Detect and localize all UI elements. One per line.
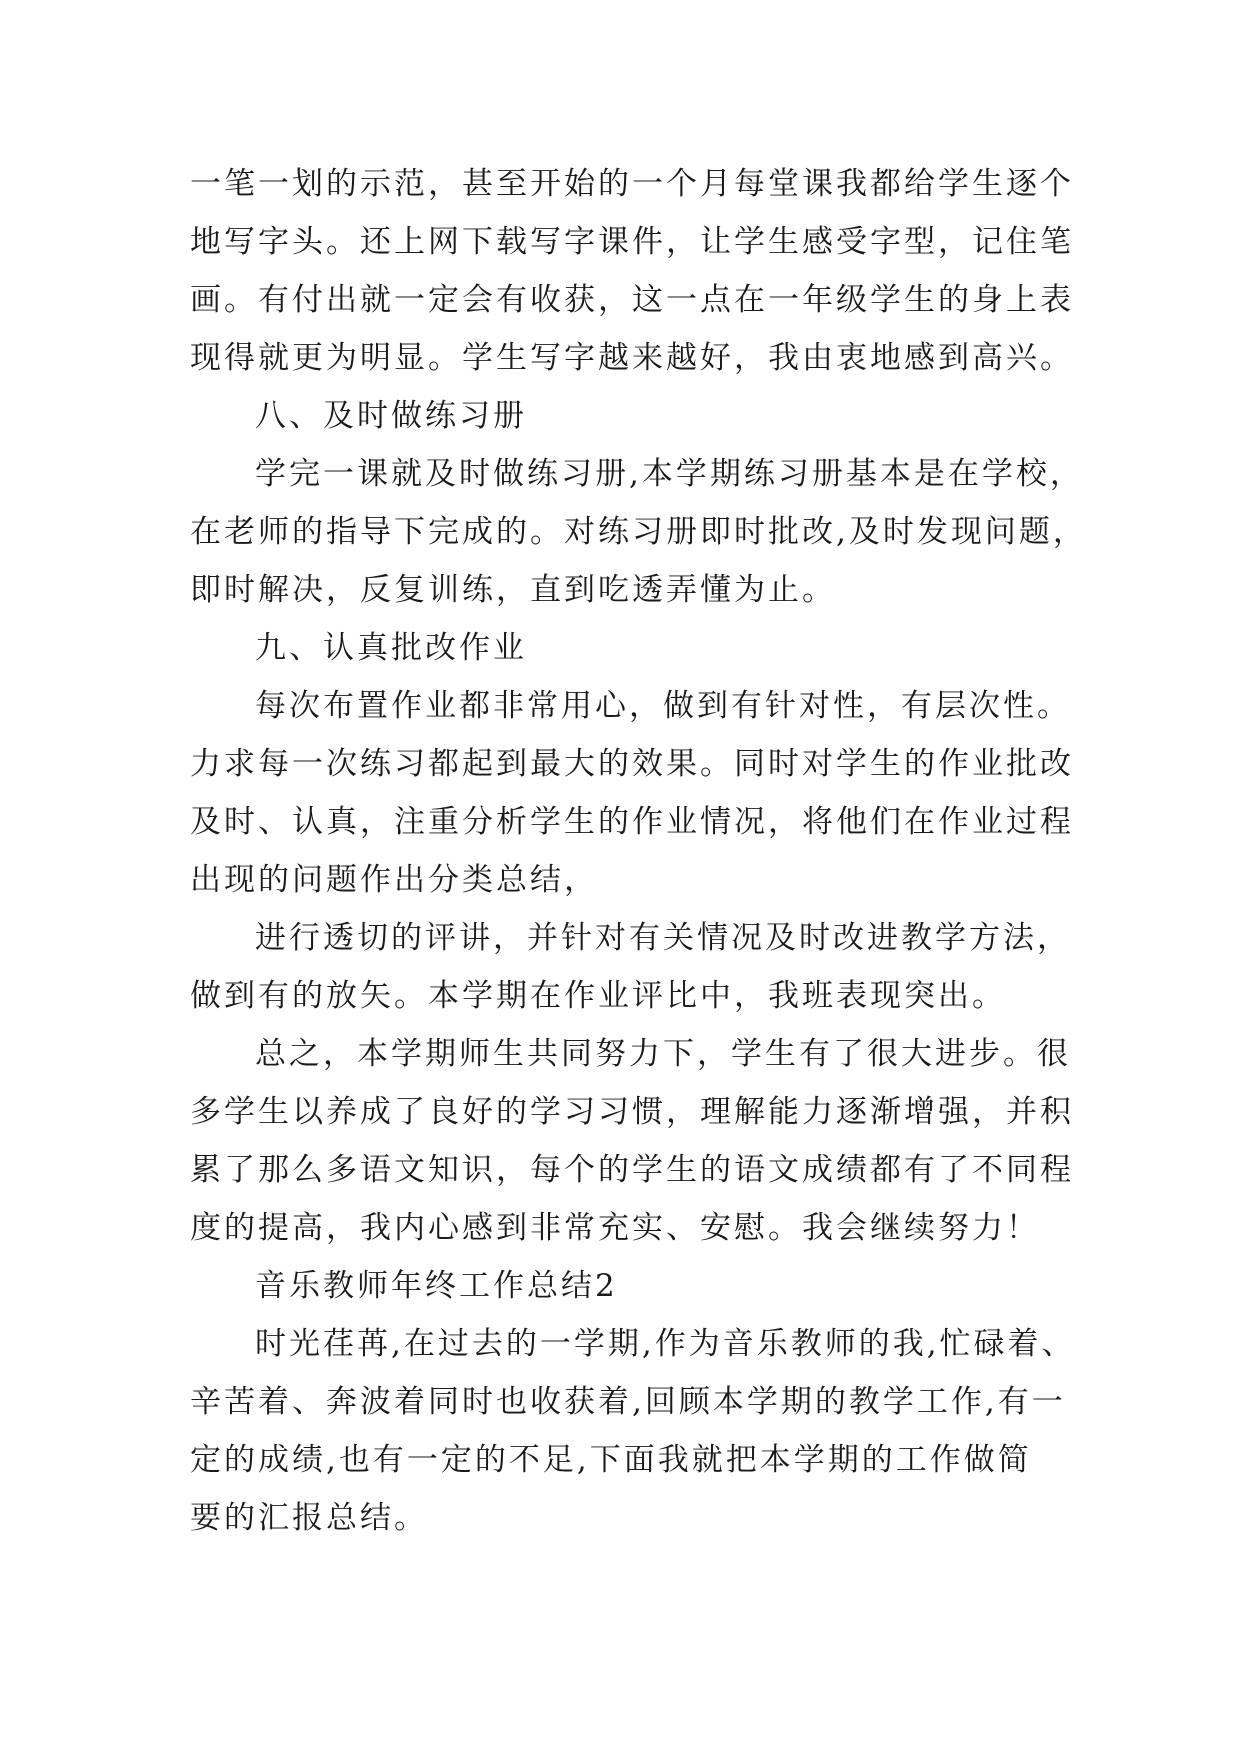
paragraph-line: 累了那么多语文知识，每个的学生的语文成绩都有了不同程 bbox=[190, 1152, 1074, 1188]
paragraph-line: 力求每一次练习都起到最大的效果。同时对学生的作业批改 bbox=[190, 746, 1074, 782]
paragraph-line: 要的汇报总结。 bbox=[190, 1500, 428, 1536]
paragraph-line: 即时解决，反复训练，直到吃透弄懂为止。 bbox=[190, 572, 836, 608]
paragraph-line: 每次布置作业都非常用心，做到有针对性，有层次性。 bbox=[255, 688, 1071, 724]
paragraph-line: 辛苦着、奔波着同时也收获着,回顾本学期的教学工作,有一 bbox=[190, 1384, 1066, 1420]
paragraph-line: 现得就更为明显。学生写字越来越好，我由衷地感到高兴。 bbox=[190, 340, 1074, 376]
paragraph-line: 出现的问题作出分类总结， bbox=[190, 862, 598, 898]
paragraph-line: 总之，本学期师生共同努力下，学生有了很大进步。很 bbox=[255, 1036, 1071, 1072]
paragraph-line: 进行透切的评讲，并针对有关情况及时改进教学方法， bbox=[255, 920, 1071, 956]
paragraph-line: 度的提高，我内心感到非常充实、安慰。我会继续努力！ bbox=[190, 1210, 1040, 1246]
section-heading: 音乐教师年终工作总结2 bbox=[255, 1268, 618, 1304]
paragraph-line: 多学生以养成了良好的学习习惯，理解能力逐渐增强，并积 bbox=[190, 1094, 1074, 1130]
paragraph-line: 在老师的指导下完成的。对练习册即时批改,及时发现问题， bbox=[190, 514, 1087, 550]
paragraph-line: 时光荏苒,在过去的一学期,作为音乐教师的我,忙碌着、 bbox=[255, 1326, 1076, 1362]
paragraph-line: 做到有的放矢。本学期在作业评比中，我班表现突出。 bbox=[190, 978, 1006, 1014]
paragraph-line: 画。有付出就一定会有收获，这一点在一年级学生的身上表 bbox=[190, 282, 1074, 318]
paragraph-line: 地写字头。还上网下载写字课件，让学生感受字型，记住笔 bbox=[190, 224, 1074, 260]
section-heading: 九、认真批改作业 bbox=[255, 630, 527, 666]
paragraph-line: 及时、认真，注重分析学生的作业情况，将他们在作业过程 bbox=[190, 804, 1074, 840]
paragraph-line: 一笔一划的示范，甚至开始的一个月每堂课我都给学生逐个 bbox=[190, 166, 1074, 202]
paragraph-line: 定的成绩,也有一定的不足,下面我就把本学期的工作做简 bbox=[190, 1442, 1032, 1478]
paragraph-line: 学完一课就及时做练习册,本学期练习册基本是在学校， bbox=[255, 456, 1084, 492]
section-heading: 八、及时做练习册 bbox=[255, 398, 527, 434]
